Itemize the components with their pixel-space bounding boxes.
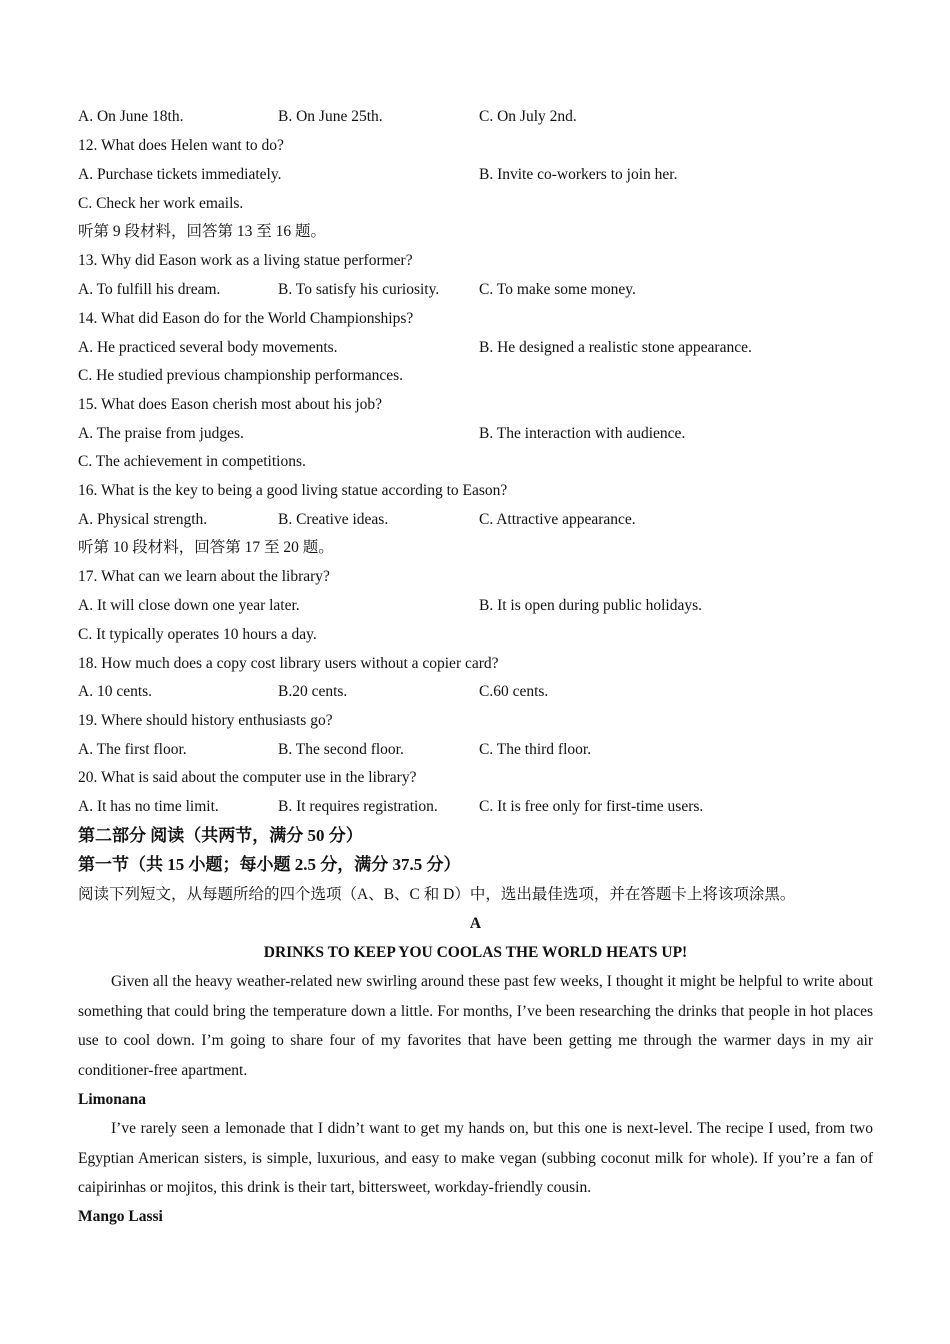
q13-option-c: C. To make some money. — [479, 281, 636, 298]
q13-option-b: B. To satisfy his curiosity. — [278, 281, 440, 298]
part-2-heading: 第二部分 阅读（共两节，满分 50 分） — [78, 826, 363, 845]
q13-option-a: A. To fulfill his dream. — [78, 281, 221, 298]
q14-question: 14. What did Eason do for the World Championships? — [78, 310, 414, 327]
q13-question: 13. Why did Eason work as a living statue performer? — [78, 252, 413, 269]
reading-instructions: 阅读下列短文，从每题所给的四个选项（A、B、C 和 D）中，选出最佳选项，并在答题卡上将该项涂黑。 — [78, 886, 796, 903]
q11-option-b: B. On June 25th. — [278, 108, 383, 125]
q12-option-b: B. Invite co-workers to join her. — [479, 166, 678, 183]
q17-question: 17. What can we learn about the library? — [78, 568, 330, 585]
q14-option-b: B. He designed a realistic stone appearance. — [479, 339, 752, 356]
section-10-instruction: 听第 10 段材料，回答第 17 至 20 题。 — [78, 539, 334, 556]
q16-option-c: C. Attractive appearance. — [479, 511, 636, 528]
q17-option-c: C. It typically operates 10 hours a day. — [78, 626, 317, 643]
q14-option-c: C. He studied previous championship performances. — [78, 367, 403, 384]
q15-option-b: B. The interaction with audience. — [479, 425, 686, 442]
q12-option-a: A. Purchase tickets immediately. — [78, 166, 282, 183]
q14-option-a: A. He practiced several body movements. — [78, 339, 338, 356]
passage-letter: A — [469, 915, 482, 932]
section-9-instruction: 听第 9 段材料，回答第 13 至 16 题。 — [78, 223, 327, 240]
passage-intro-paragraph: Given all the heavy weather-related new swirling around these past few weeks, I thought it might be helpful to write about something that could bring the temperature down a little. For months, I’ve been researching the drinks that people in hot places use to cool down. I’m going to share four of my favorites that have been getting me through the warmer days in my air conditioner-free apartment. — [78, 973, 873, 1079]
q15-option-c: C. The achievement in competitions. — [78, 453, 306, 470]
q19-option-b: B. The second floor. — [278, 741, 404, 758]
q16-option-b: B. Creative ideas. — [278, 511, 389, 528]
q18-option-a: A. 10 cents. — [78, 683, 153, 700]
q19-question: 19. Where should history enthusiasts go? — [78, 712, 333, 729]
q18-option-c: C.60 cents. — [479, 683, 549, 700]
q19-option-a: A. The first floor. — [78, 741, 187, 758]
q20-option-b: B. It requires registration. — [278, 798, 438, 815]
q20-option-c: C. It is free only for first-time users. — [479, 798, 704, 815]
q11-option-c: C. On July 2nd. — [479, 108, 577, 125]
passage-title: DRINKS TO KEEP YOU COOLAS THE WORLD HEATS UP! — [263, 944, 688, 961]
q16-option-a: A. Physical strength. — [78, 511, 208, 528]
q18-option-b: B.20 cents. — [278, 683, 348, 700]
q15-question: 15. What does Eason cherish most about his job? — [78, 396, 383, 413]
limonana-paragraph: I’ve rarely seen a lemonade that I didn’t want to get my hands on, but this one is next-level. The recipe I used, from two Egyptian American sisters, is simple, luxurious, and easy to make vegan (subbing coconut milk for whole). If you’re a fan of caipirinhas or mojitos, this drink is their tart, bittersweet, workday-friendly cousin. — [78, 1120, 873, 1196]
q17-option-a: A. It will close down one year later. — [78, 597, 300, 614]
section-1-heading: 第一节（共 15 小题；每小题 2.5 分，满分 37.5 分） — [78, 855, 461, 874]
subheading-mango-lassi: Mango Lassi — [78, 1208, 163, 1225]
q16-question: 16. What is the key to being a good living statue according to Eason? — [78, 482, 508, 499]
q18-question: 18. How much does a copy cost library users without a copier card? — [78, 655, 499, 672]
q20-option-a: A. It has no time limit. — [78, 798, 219, 815]
q12-question: 12. What does Helen want to do? — [78, 137, 284, 154]
q11-option-a: A. On June 18th. — [78, 108, 184, 125]
q15-option-a: A. The praise from judges. — [78, 425, 244, 442]
q20-question: 20. What is said about the computer use in the library? — [78, 769, 417, 786]
q12-option-c: C. Check her work emails. — [78, 195, 244, 212]
q19-option-c: C. The third floor. — [479, 741, 592, 758]
q17-option-b: B. It is open during public holidays. — [479, 597, 703, 614]
subheading-limonana: Limonana — [78, 1091, 147, 1108]
